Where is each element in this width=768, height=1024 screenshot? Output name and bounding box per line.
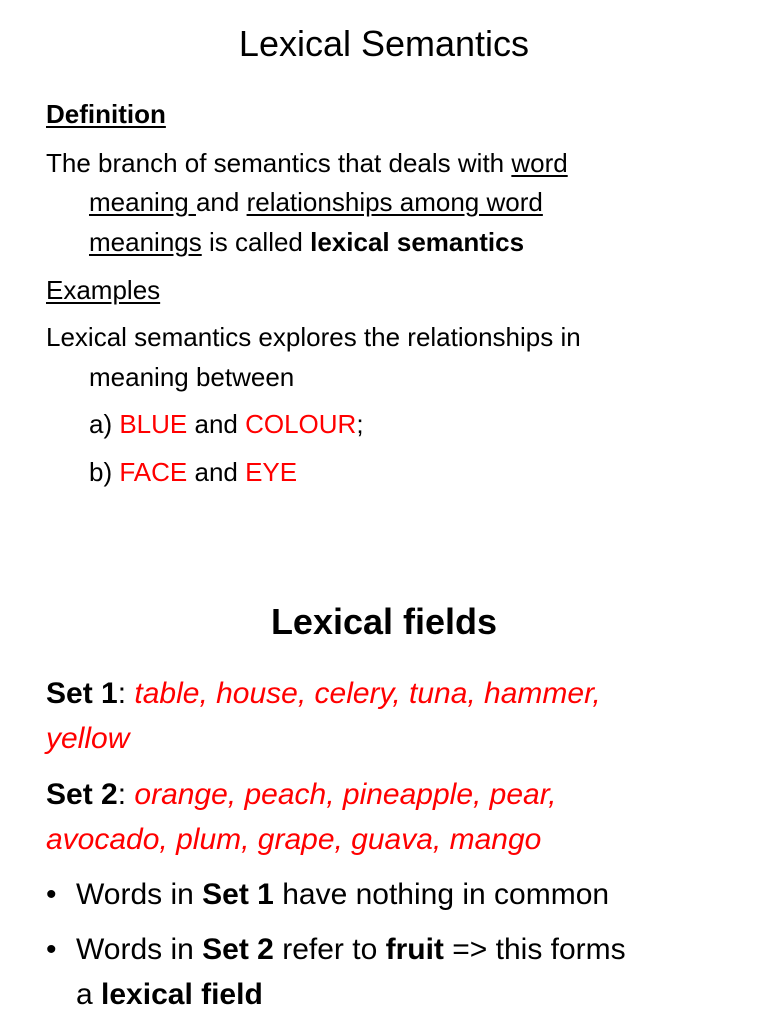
underlined-word: word: [511, 148, 568, 178]
lexical-field-term: lexical field: [101, 978, 263, 1011]
slide-title: Lexical fields: [270, 601, 498, 642]
bullet-2-line-1: Words in Set 2 refer to fruit => this forms: [76, 933, 626, 966]
underlined-relationships: relationships among word: [246, 187, 543, 217]
defined-term: lexical semantics: [310, 227, 525, 257]
bullet-2-line-2: a lexical field: [76, 978, 263, 1011]
set-words: orange, peach, pineapple, pear,: [134, 778, 557, 811]
bullet-dot: •: [46, 878, 57, 911]
underlined-meanings: meanings: [89, 227, 202, 257]
set-2-line-1: Set 2: orange, peach, pineapple, pear,: [46, 778, 557, 811]
set-2-line-2: [46, 820, 541, 860]
examples-intro-line-1: Lexical semantics explores the relationships in: [46, 322, 581, 352]
slide-title: Lexical Semantics: [238, 23, 530, 64]
set-label: Set 2: [46, 778, 118, 811]
example-word: EYE: [245, 457, 298, 487]
set-words: yellow: [46, 722, 130, 755]
definition-line-1: The branch of semantics that deals with word: [46, 148, 568, 178]
slide-lexical-fields: [0, 512, 768, 1024]
examples-heading: Examples: [46, 275, 161, 305]
definition-line-2: meaning and relationships among word: [89, 187, 543, 217]
set-words: avocado, plum, grape, guava, mango: [46, 823, 542, 856]
set-1-line-1: Set 1: table, house, celery, tuna, hammer,: [46, 677, 601, 710]
example-word: FACE: [119, 457, 188, 487]
set-1-line-2: [46, 719, 129, 759]
definition-heading: Definition: [46, 99, 166, 129]
underlined-meaning: meaning: [89, 187, 196, 217]
example-word: COLOUR: [245, 409, 357, 439]
definition-line-3: meanings is called lexical semantics: [89, 227, 525, 257]
example-word: BLUE: [119, 409, 188, 439]
bullet-dot: •: [46, 933, 57, 966]
set-label: Set 1: [46, 677, 118, 710]
bullet-1: Words in Set 1 have nothing in common: [76, 878, 610, 911]
example-a: a) BLUE and COLOUR;: [89, 409, 364, 439]
set-words: table, house, celery, tuna, hammer,: [134, 677, 601, 710]
example-b: b) FACE and EYE: [89, 457, 298, 487]
examples-intro-line-2: meaning between: [89, 362, 295, 392]
